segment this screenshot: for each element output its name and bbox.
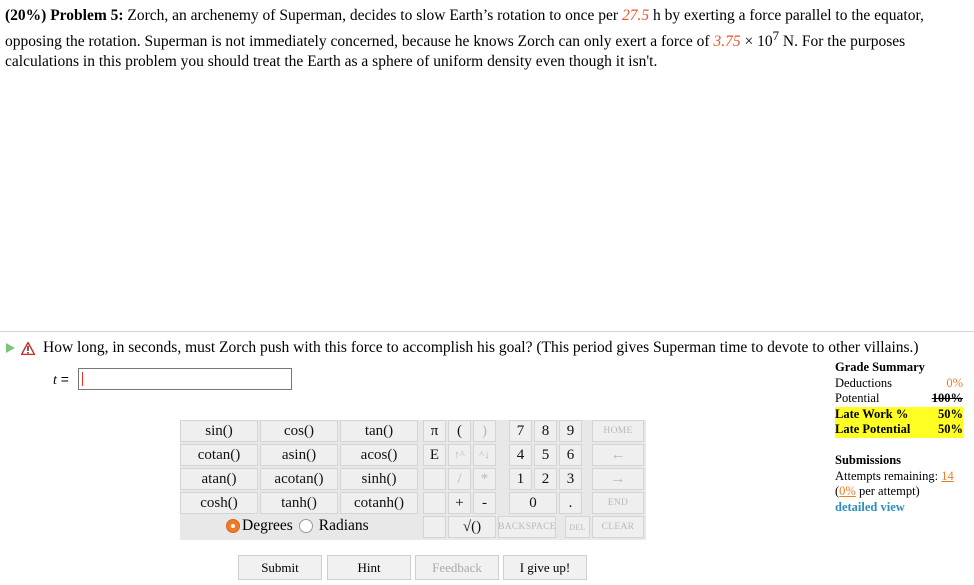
atan-button[interactable]: atan() (180, 468, 258, 490)
force-value: 3.75 (713, 33, 741, 51)
acos-button[interactable]: acos() (340, 444, 418, 466)
clear-button[interactable]: CLEAR (592, 516, 644, 538)
attempts-value: 14 (941, 468, 954, 483)
decimal-button[interactable]: . (559, 492, 582, 514)
tanh-button[interactable]: tanh() (260, 492, 338, 514)
answer-variable: t (53, 373, 57, 388)
digit-9-button[interactable]: 9 (559, 420, 582, 442)
exponent-down-button[interactable]: ^↓ (473, 444, 496, 466)
cos-button[interactable]: cos() (260, 420, 338, 442)
feedback-button[interactable]: Feedback (415, 555, 499, 580)
late-potential-value: 50% (938, 422, 963, 436)
potential-value: 100% (931, 391, 963, 405)
sinh-button[interactable]: sinh() (340, 468, 418, 490)
digit-8-button[interactable]: 8 (534, 420, 557, 442)
potential-label: Potential (835, 391, 880, 405)
late-work-label: Late Work % (835, 406, 909, 421)
hint-button[interactable]: Hint (327, 555, 411, 580)
attempts-label: Attempts remaining: (835, 468, 942, 483)
cotan-button[interactable]: cotan() (180, 444, 258, 466)
give-up-button[interactable]: I give up! (503, 555, 587, 580)
backspace-button[interactable]: BACKSPACE (498, 516, 556, 538)
answer-equals: = (56, 371, 69, 387)
problem-statement (5, 6, 965, 72)
digit-4-button[interactable]: 4 (509, 444, 532, 466)
late-potential-row (835, 422, 963, 438)
exponent: 7 (772, 28, 780, 43)
plus-button[interactable]: + (448, 492, 471, 514)
grade-summary (835, 360, 963, 438)
arrow-left-icon[interactable]: ← (592, 444, 644, 466)
digit-5-button[interactable]: 5 (534, 444, 557, 466)
deductions-value: 0% (946, 375, 963, 390)
sin-button[interactable]: sin() (180, 420, 258, 442)
degrees-label[interactable]: Degrees (242, 517, 293, 534)
e-button[interactable]: E (423, 444, 446, 466)
digit-2-button[interactable]: 2 (534, 468, 557, 490)
late-work-value: 50% (938, 406, 963, 421)
answer-label (53, 371, 69, 389)
cotanh-button[interactable]: cotanh() (340, 492, 418, 514)
per-attempt (835, 484, 963, 500)
digit-0-button[interactable]: 0 (509, 492, 557, 514)
question-row (4, 338, 919, 358)
degrees-radio[interactable] (226, 519, 240, 533)
digit-6-button[interactable]: 6 (559, 444, 582, 466)
play-icon[interactable] (6, 343, 15, 353)
home-button[interactable]: HOME (592, 420, 644, 442)
detailed-view-link[interactable]: detailed view (835, 499, 905, 514)
digit-7-button[interactable]: 7 (509, 420, 532, 442)
per-attempt-label: per attempt) (855, 484, 920, 498)
digit-1-button[interactable]: 1 (509, 468, 532, 490)
problem-text-3: × 10 (740, 33, 773, 51)
problem-number: Problem 5: (50, 7, 124, 24)
empty-key-1 (423, 468, 446, 490)
problem-text-1: Zorch, an archenemy of Superman, decides to slow Earth’s rotation to once per (127, 7, 622, 24)
potential-row (835, 391, 963, 407)
per-attempt-open: ( (835, 484, 840, 498)
digit-3-button[interactable]: 3 (559, 468, 582, 490)
problem-text-4: N. For the purposes calculations in this problem you should treat the Earth as a sphere of uniform density even though it isn't. (5, 33, 906, 71)
left-paren-button[interactable]: ( (448, 420, 471, 442)
radians-radio[interactable] (299, 519, 313, 533)
radians-label[interactable]: Radians (318, 517, 369, 534)
grade-summary-title: Grade Summary (835, 360, 925, 374)
late-potential-label: Late Potential (835, 422, 911, 436)
right-paren-button[interactable]: ) (473, 420, 496, 442)
deductions-label: Deductions (835, 375, 892, 390)
deductions-row (835, 376, 963, 392)
warning-icon (21, 342, 35, 355)
tan-button[interactable]: tan() (340, 420, 418, 442)
minus-button[interactable]: - (473, 492, 496, 514)
problem-text-2: h by exerting a force parallel to the equator, opposing the rotation. Superman is not immediately concerned, because he knows Zorch can only exert a force of (5, 7, 924, 51)
per-attempt-value: 0% (839, 484, 856, 498)
pi-button[interactable]: π (423, 420, 446, 442)
asin-button[interactable]: asin() (260, 444, 338, 466)
cosh-button[interactable]: cosh() (180, 492, 258, 514)
question-text: How long, in seconds, must Zorch push with this force to accomplish his goal? (This period gives Superman time to devote to other villains.) (43, 339, 919, 356)
divide-button[interactable]: / (448, 468, 471, 490)
delete-button[interactable]: DEL (565, 516, 590, 538)
empty-key-2 (423, 492, 446, 514)
submissions-title: Submissions (835, 453, 902, 467)
late-work-row (835, 407, 963, 423)
attempts-remaining (835, 469, 963, 485)
arrow-right-icon[interactable]: → (592, 468, 644, 490)
answer-input[interactable] (78, 368, 292, 390)
problem-weight: (20%) (5, 7, 47, 24)
multiply-button[interactable]: * (473, 468, 496, 490)
angle-mode (226, 517, 369, 535)
section-divider (0, 331, 974, 332)
end-button[interactable]: END (592, 492, 644, 514)
text-caret (82, 372, 83, 386)
exponent-up-button[interactable]: ↑^ (448, 444, 471, 466)
acotan-button[interactable]: acotan() (260, 468, 338, 490)
period-value: 27.5 (621, 7, 650, 24)
sqrt-button[interactable]: √() (448, 516, 496, 538)
submit-button[interactable]: Submit (238, 555, 322, 580)
submissions-panel (835, 453, 963, 515)
empty-key-3 (423, 516, 446, 538)
